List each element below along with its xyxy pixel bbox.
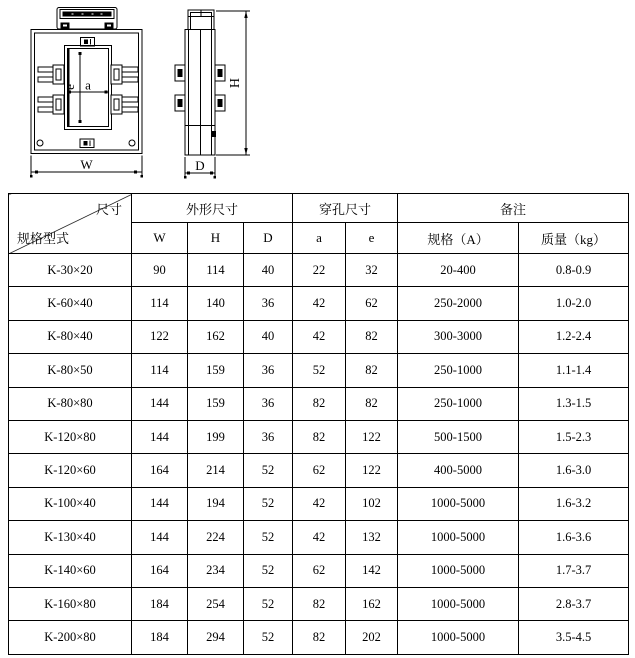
- cell-mass: 3.5-4.5: [519, 621, 629, 654]
- cell-a: 62: [293, 454, 346, 487]
- nameplate-top-icon: [81, 38, 95, 47]
- cell-d: 36: [244, 354, 293, 387]
- header-col-w: W: [132, 223, 188, 254]
- header-col-mass: 质量（kg）: [519, 223, 629, 254]
- cell-model: K-80×80: [9, 387, 132, 420]
- terminal-block-icon: [57, 8, 117, 30]
- table-row: [9, 387, 629, 420]
- table-row: [9, 554, 629, 587]
- diagonal-label-model: 规格型式: [17, 231, 70, 246]
- technical-drawing: [0, 0, 635, 190]
- dim-d-label: D: [195, 158, 205, 173]
- cell-e: 162: [346, 587, 398, 620]
- cell-h: 140: [188, 287, 244, 320]
- nameplate-bottom-icon: [80, 139, 94, 148]
- cell-mass: 1.2-2.4: [519, 320, 629, 353]
- cell-mass: 1.0-2.0: [519, 287, 629, 320]
- cell-d: 36: [244, 287, 293, 320]
- cell-mass: 1.1-1.4: [519, 354, 629, 387]
- cell-h: 159: [188, 354, 244, 387]
- cell-a: 62: [293, 554, 346, 587]
- dim-a-label: a: [85, 77, 91, 93]
- dim-e-label: e: [62, 84, 77, 90]
- cell-w: 164: [132, 454, 188, 487]
- cell-e: 202: [346, 621, 398, 654]
- cell-h: 194: [188, 487, 244, 520]
- cell-w: 114: [132, 354, 188, 387]
- mounting-hole-left-icon: [37, 140, 43, 146]
- diagonal-header-cell: [9, 194, 132, 254]
- cell-mass: 1.6-3.2: [519, 487, 629, 520]
- cell-model: K-130×40: [9, 521, 132, 554]
- cell-e: 32: [346, 254, 398, 287]
- cell-w: 114: [132, 287, 188, 320]
- cell-h: 294: [188, 621, 244, 654]
- cell-e: 132: [346, 521, 398, 554]
- cell-a: 82: [293, 621, 346, 654]
- cell-model: K-200×80: [9, 621, 132, 654]
- cell-a: 82: [293, 420, 346, 453]
- cell-mass: 1.7-3.7: [519, 554, 629, 587]
- cell-spec: 250-2000: [398, 287, 519, 320]
- cell-mass: 1.3-1.5: [519, 387, 629, 420]
- clamp-right-upper-icon: [111, 65, 138, 84]
- table-row: [9, 621, 629, 654]
- cell-w: 144: [132, 387, 188, 420]
- side-notch-icon: [212, 131, 216, 137]
- table-row: [9, 320, 629, 353]
- cell-a: 42: [293, 320, 346, 353]
- cell-e: 122: [346, 454, 398, 487]
- cell-mass: 1.5-2.3: [519, 420, 629, 453]
- cell-a: 22: [293, 254, 346, 287]
- header-col-h: H: [188, 223, 244, 254]
- cell-a: 42: [293, 521, 346, 554]
- cell-a: 82: [293, 587, 346, 620]
- cell-h: 214: [188, 454, 244, 487]
- header-col-a: a: [293, 223, 346, 254]
- table-row: [9, 454, 629, 487]
- cell-model: K-120×60: [9, 454, 132, 487]
- cell-spec: 1000-5000: [398, 621, 519, 654]
- cell-h: 159: [188, 387, 244, 420]
- cell-spec: 300-3000: [398, 320, 519, 353]
- cell-h: 234: [188, 554, 244, 587]
- side-tab-left-upper-icon: [175, 65, 185, 81]
- dim-h: [216, 11, 250, 155]
- cell-d: 52: [244, 487, 293, 520]
- cell-h: 224: [188, 521, 244, 554]
- cell-d: 52: [244, 621, 293, 654]
- table-row: [9, 354, 629, 387]
- cell-spec: 250-1000: [398, 387, 519, 420]
- cell-model: K-120×80: [9, 420, 132, 453]
- cell-h: 254: [188, 587, 244, 620]
- cell-e: 82: [346, 354, 398, 387]
- cell-spec: 1000-5000: [398, 487, 519, 520]
- cell-w: 122: [132, 320, 188, 353]
- dim-w: [30, 156, 143, 178]
- cell-w: 184: [132, 587, 188, 620]
- cell-spec: 500-1500: [398, 420, 519, 453]
- cell-h: 162: [188, 320, 244, 353]
- clamp-left-upper-icon: [38, 65, 64, 84]
- cell-w: 164: [132, 554, 188, 587]
- spec-table: [8, 193, 629, 655]
- clamp-left-lower-icon: [38, 95, 64, 114]
- table-row: [9, 287, 629, 320]
- header-group-remarks: 备注: [398, 194, 629, 223]
- cell-w: 144: [132, 420, 188, 453]
- table-row: [9, 420, 629, 453]
- spec-table-header: [9, 194, 629, 254]
- side-tab-right-lower-icon: [215, 95, 225, 111]
- cell-w: 144: [132, 521, 188, 554]
- spec-table-body: [9, 254, 629, 655]
- dim-w-label: W: [80, 157, 93, 172]
- cell-model: K-80×50: [9, 354, 132, 387]
- cell-spec: 1000-5000: [398, 521, 519, 554]
- cell-e: 62: [346, 287, 398, 320]
- cell-model: K-140×60: [9, 554, 132, 587]
- cell-w: 144: [132, 487, 188, 520]
- cell-mass: 0.8-0.9: [519, 254, 629, 287]
- cell-spec: 400-5000: [398, 454, 519, 487]
- side-cap-icon: [188, 10, 214, 30]
- cell-d: 36: [244, 387, 293, 420]
- cell-model: K-80×40: [9, 320, 132, 353]
- cell-e: 102: [346, 487, 398, 520]
- header-col-e: e: [346, 223, 398, 254]
- side-view: [175, 10, 250, 179]
- header-col-d: D: [244, 223, 293, 254]
- mounting-hole-right-icon: [129, 140, 135, 146]
- table-row: [9, 254, 629, 287]
- front-view: [30, 8, 143, 178]
- cell-d: 52: [244, 587, 293, 620]
- table-row: [9, 487, 629, 520]
- cell-d: 52: [244, 454, 293, 487]
- cell-e: 82: [346, 320, 398, 353]
- cell-mass: 1.6-3.0: [519, 454, 629, 487]
- table-row: [9, 587, 629, 620]
- cell-e: 122: [346, 420, 398, 453]
- dim-d: [184, 157, 216, 179]
- dim-h-label: H: [228, 77, 243, 89]
- cell-d: 40: [244, 320, 293, 353]
- cell-d: 52: [244, 554, 293, 587]
- cell-h: 199: [188, 420, 244, 453]
- cell-mass: 2.8-3.7: [519, 587, 629, 620]
- cell-mass: 1.6-3.6: [519, 521, 629, 554]
- cell-a: 82: [293, 387, 346, 420]
- cell-spec: 1000-5000: [398, 587, 519, 620]
- cell-h: 114: [188, 254, 244, 287]
- cell-model: K-30×20: [9, 254, 132, 287]
- header-group-hole-dimensions: 穿孔尺寸: [293, 194, 398, 223]
- cell-spec: 1000-5000: [398, 554, 519, 587]
- header-col-spec: 规格（A）: [398, 223, 519, 254]
- cell-d: 52: [244, 521, 293, 554]
- cell-spec: 250-1000: [398, 354, 519, 387]
- cell-d: 40: [244, 254, 293, 287]
- clamp-right-lower-icon: [111, 95, 138, 114]
- cell-a: 42: [293, 287, 346, 320]
- cell-spec: 20-400: [398, 254, 519, 287]
- cell-a: 52: [293, 354, 346, 387]
- cell-d: 36: [244, 420, 293, 453]
- side-tab-right-upper-icon: [215, 65, 225, 81]
- cell-e: 142: [346, 554, 398, 587]
- table-row: [9, 521, 629, 554]
- cell-w: 184: [132, 621, 188, 654]
- cell-e: 82: [346, 387, 398, 420]
- cell-model: K-100×40: [9, 487, 132, 520]
- cell-w: 90: [132, 254, 188, 287]
- cell-a: 42: [293, 487, 346, 520]
- side-tab-left-lower-icon: [175, 95, 185, 111]
- cell-model: K-60×40: [9, 287, 132, 320]
- header-group-outline-dimensions: 外形尺寸: [132, 194, 293, 223]
- cell-model: K-160×80: [9, 587, 132, 620]
- diagonal-label-size: 尺寸: [95, 202, 122, 217]
